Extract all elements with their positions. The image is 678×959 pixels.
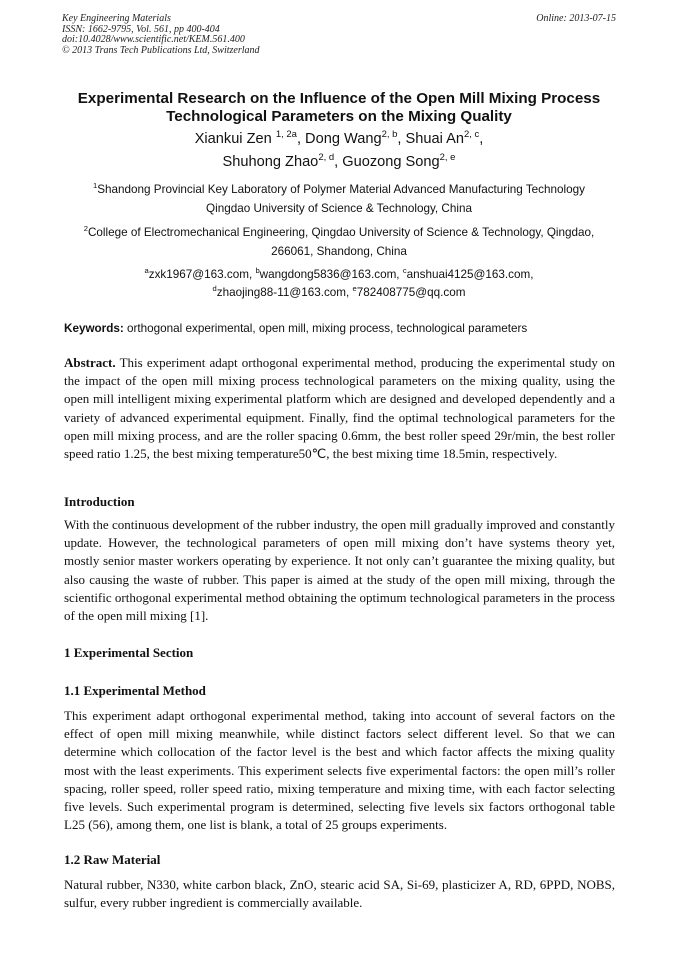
- email-address[interactable]: anshuai4125@163.com,: [406, 268, 534, 281]
- section-1-1-paragraph: This experiment adapt orthogonal experimental method, taking into account of several factors on the effect of open mill mixing meanwhile, while distinct factors select different level. So that we can determine which collocation of the factor level is the best and which factor affects the mixing quality most with the least experiments. This experiment selects five experimental factors: the open mill’s roller spacing, roller speed, roller speed ratio, mixing temperature and mixing time, with each factor selecting five levels. Such experimental program is determined, selecting five levels six factors orthogonal table L25 (56), among them, one list is blank, a total of 25 groups experiments.: [64, 708, 615, 833]
- affiliation-2: [64, 224, 614, 261]
- email-mark: b: [255, 266, 260, 276]
- issn-line: ISSN: 1662-9795, Vol. 561, pp 400-404: [62, 23, 220, 35]
- author-name: Xiankui Zen: [194, 131, 272, 147]
- affiliation-mark: 1: [93, 181, 98, 191]
- section-1-2-paragraph: Natural rubber, N330, white carbon black, ZnO, stearic acid SA, Si-69, plasticizer A, RD, 6PPD, NOBS, sulfur, every rubber ingredient is commercially available.: [64, 877, 615, 911]
- email-mark: c: [402, 266, 407, 276]
- journal-header: [62, 14, 616, 56]
- online-date: Online: 2013-07-15: [536, 13, 616, 24]
- email-line-1: [64, 266, 614, 284]
- email-address[interactable]: 782408775@qq.com: [356, 286, 466, 299]
- title-line-1: Experimental Research on the Influence of the Open Mill Mixing Process: [77, 90, 601, 107]
- author-affiliation-mark: 1, 2a: [275, 129, 297, 141]
- email-mark: a: [144, 266, 149, 276]
- affiliation-1-line-2: Qingdao University of Science & Technology, China: [206, 201, 472, 215]
- author-affiliation-mark: 2, c: [463, 129, 480, 141]
- email-address[interactable]: zhaojing88-11@163.com,: [216, 286, 353, 299]
- affiliation-text: College of Electromechanical Engineering, Qingdao University of Science & Technology, Qingdao,: [87, 226, 595, 239]
- affiliation-2-line-2: 266061, Shandong, China: [271, 244, 407, 258]
- abstract-label: Abstract.: [64, 355, 116, 370]
- author-affiliation-mark: 2, e: [439, 151, 456, 163]
- keywords-label: Keywords:: [64, 322, 124, 335]
- email-line-2: [64, 284, 614, 302]
- email-address[interactable]: wangdong5836@163.com,: [259, 268, 403, 281]
- introduction-paragraph: With the continuous development of the rubber industry, the open mill gradually improved and constantly update. However, the technological parameters of open mill mixing don’t have systems theory yet, mostly senior master workers operating by experience. It not only can’t guarantee the mixing quality, but also causing the waste of rubber. This paper is aimed at the study of the open mill mixing, through the scientific orthogonal experimental method obtaining the optimum technological parameters in the process of the open mill mixing [1].: [64, 517, 615, 624]
- introduction-heading: Introduction: [64, 494, 135, 509]
- affiliation-1: [64, 181, 614, 218]
- author-list: [40, 128, 638, 173]
- affiliation-mark: 2: [83, 224, 88, 234]
- section-1-heading: 1 Experimental Section: [64, 645, 194, 660]
- author-name: Shuhong Zhao: [222, 153, 319, 170]
- keywords-text: orthogonal experimental, open mill, mixing process, technological parameters: [123, 322, 528, 335]
- author-name: Guozong Song: [342, 153, 440, 170]
- author-name: Shuai An: [405, 131, 464, 147]
- abstract: [64, 354, 615, 463]
- affiliation-2-line-1: [64, 224, 614, 243]
- author-name: Dong Wang: [305, 131, 382, 147]
- section-1-1-heading: 1.1 Experimental Method: [64, 683, 206, 698]
- journal-name: Key Engineering Materials: [62, 13, 171, 24]
- email-address[interactable]: zxk1967@163.com,: [148, 268, 256, 281]
- doi-line: doi:10.4028/www.scientific.net/KEM.561.400: [62, 34, 245, 46]
- email-list: [64, 266, 614, 302]
- email-mark: d: [212, 284, 217, 294]
- email-mark: e: [352, 284, 357, 294]
- title-line-2: Technological Parameters on the Mixing Quality: [166, 108, 512, 125]
- abstract-text: This experiment adapt orthogonal experimental method, producing the experimental study on the impact of the open mill mixing process technological parameters on the mixing quality, using the open mill intelligent mixing experimental platform which are designed and developed dependently and a variety of advanced experimental equipment. Finally, find the optimal technological parameters for the open mill mixing process, and are the roller spacing 0.6mm, the best roller speed 29r/min, the best roller speed ratio 1.25, the best mixing temperature50℃, the best mixing time 18.5min, respectively.: [64, 355, 615, 462]
- author-affiliation-mark: 2, d: [318, 151, 335, 163]
- keywords: [64, 321, 616, 337]
- author-line-2: Shuhong Zhao$^{2, d}$, Guozong Song$^{2, e}$: [222, 151, 456, 170]
- author-line-1: Xiankui Zen $^{1, 2a}$, Dong Wang$^{2, b}$, Shuai An$^{2, c}$,: [194, 129, 484, 147]
- copyright-line: © 2013 Trans Tech Publications Ltd, Switzerland: [62, 44, 260, 56]
- section-1-2-heading: 1.2 Raw Material: [64, 852, 161, 867]
- paper-title: [40, 90, 638, 126]
- author-affiliation-mark: 2, b: [381, 129, 398, 141]
- affiliation-1-line-1: [64, 181, 614, 200]
- affiliation-text: Shandong Provincial Key Laboratory of Polymer Material Advanced Manufacturing Technology: [97, 183, 585, 196]
